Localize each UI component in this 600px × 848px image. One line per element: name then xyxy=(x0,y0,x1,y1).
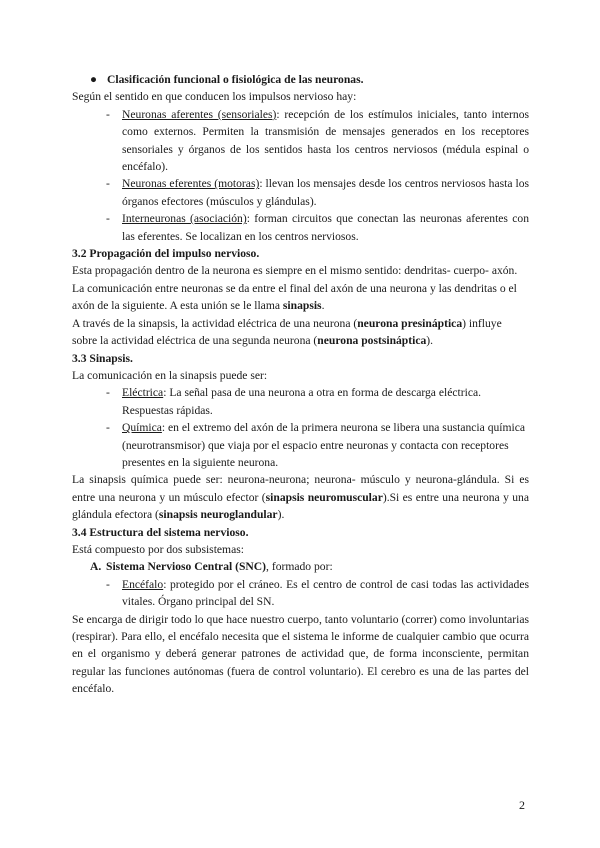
bold-term: sinapsis neuroglandular xyxy=(158,508,278,522)
list-letter: A. xyxy=(90,560,102,574)
list-item xyxy=(106,106,529,176)
synapse-types-list xyxy=(72,384,529,471)
page-number: 2 xyxy=(519,798,525,812)
term: Neuronas aferentes (sensoriales) xyxy=(122,107,277,121)
dash-marker: - xyxy=(106,212,110,226)
definition: : llevan los mensajes desde los centros nerviosos hasta los órganos efectores (músculos y glándulas). xyxy=(122,177,530,208)
section-3-3-heading: 3.3 Sinapsis. xyxy=(72,351,133,365)
section-3-2-heading: 3.2 Propagación del impulso nervioso. xyxy=(72,247,260,261)
bold-term: neurona presináptica xyxy=(357,316,463,330)
list-item xyxy=(106,419,529,471)
term: Química xyxy=(122,421,162,435)
term: Encéfalo xyxy=(122,577,164,591)
text-run: ). xyxy=(277,508,285,522)
neuron-types-list xyxy=(72,106,529,245)
text-run: . xyxy=(321,299,325,313)
paragraph xyxy=(72,280,529,315)
paragraph: La comunicación en la sinapsis puede ser: xyxy=(72,368,268,382)
dash-marker: - xyxy=(106,386,110,400)
list-item xyxy=(106,576,529,611)
term: Neuronas eferentes (motoras) xyxy=(122,177,260,191)
paragraph: Se encarga de dirigir todo lo que hace nuestro cuerpo, tanto voluntario (correr) como involuntarias (respirar). Para ello, el encéfalo necesita que el sistema le informe de cualquier cambio que ocurra en el organismo y deberá generar patrones de actividad que, de forma inconsciente, permitan regular las funciones autónomas (fuera de control voluntario). El cerebro es una de las partes del encéfalo. xyxy=(72,612,529,696)
list-item xyxy=(106,384,529,419)
bold-term: sinapsis neuromuscular xyxy=(265,490,383,504)
bold-term: sinapsis xyxy=(282,299,322,313)
text-run: ).Si es entre una neurona y una glándula efectora ( xyxy=(72,490,529,522)
text-run: A través de la sinapsis, la actividad eléctrica de una neurona ( xyxy=(72,316,358,330)
definition: : en el extremo del axón de la primera neurona se libera una sustancia química (neurotransmisor) que viaja por el espacio entre neuronas y contacta con receptores presentes en la siguiente neurona. xyxy=(122,421,526,469)
page-content xyxy=(72,71,529,698)
text-run: La comunicación entre neuronas se da entre el final del axón de una neurona y las dendritas o el axón de la siguiente. A esta unión se le llama xyxy=(72,281,517,313)
section-3-4-heading: 3.4 Estructura del sistema nervioso. xyxy=(72,525,249,539)
snc-list xyxy=(72,576,529,611)
definition: : La señal pasa de una neurona a otra en forma de descarga eléctrica. Respuestas rápidas. xyxy=(122,386,482,417)
neuron-types-intro: Según el sentido en que conducen los impulsos nervioso hay: xyxy=(72,90,357,104)
classification-heading xyxy=(72,71,529,88)
text-run: , formado por: xyxy=(266,560,333,574)
text-run: ) influye sobre la actividad eléctrica de una segunda neurona ( xyxy=(72,316,502,348)
dash-marker: - xyxy=(106,107,110,121)
paragraph: Está compuesto por dos subsistemas: xyxy=(72,542,244,556)
paragraph xyxy=(72,315,529,350)
subsystem-a-heading xyxy=(72,558,529,575)
dash-marker: - xyxy=(106,177,110,191)
term: Interneuronas (asociación) xyxy=(122,212,247,226)
paragraph: Esta propagación dentro de la neurona es siempre en el mismo sentido: dendritas- cuerpo- axón. xyxy=(72,264,518,278)
list-item xyxy=(106,175,529,210)
term: Eléctrica xyxy=(122,386,164,400)
dash-marker: - xyxy=(106,577,110,591)
classification-title: Clasificación funcional o fisiológica de las neuronas. xyxy=(107,73,364,86)
bullet-icon: ● xyxy=(90,73,98,86)
definition: : recepción de los estímulos iniciales, tanto internos como externos. Permiten la transmisión de mensajes generados en los receptores sensoriales y órganos de los sentidos hasta los centros nerviosos (médula espinal o encéfalo). xyxy=(122,107,530,174)
dash-marker: - xyxy=(106,421,110,435)
text-run: La sinapsis química puede ser: neurona-neurona; neurona- músculo y neurona-glándula. Si es entre una neurona y un músculo efector ( xyxy=(72,473,529,504)
definition: : protegido por el cráneo. Es el centro de control de casi todas las actividades vitales. Órgano principal del SN. xyxy=(122,577,529,609)
subsystem-title: Sistema Nervioso Central (SNC) xyxy=(106,560,267,574)
list-item xyxy=(106,210,529,245)
paragraph xyxy=(72,471,529,523)
definition: : forman circuitos que conectan las neuronas aferentes con las eferentes. Se localizan en los centros nerviosos. xyxy=(122,212,529,243)
text-run: ). xyxy=(426,334,434,348)
bold-term: neurona postsináptica xyxy=(317,334,427,348)
